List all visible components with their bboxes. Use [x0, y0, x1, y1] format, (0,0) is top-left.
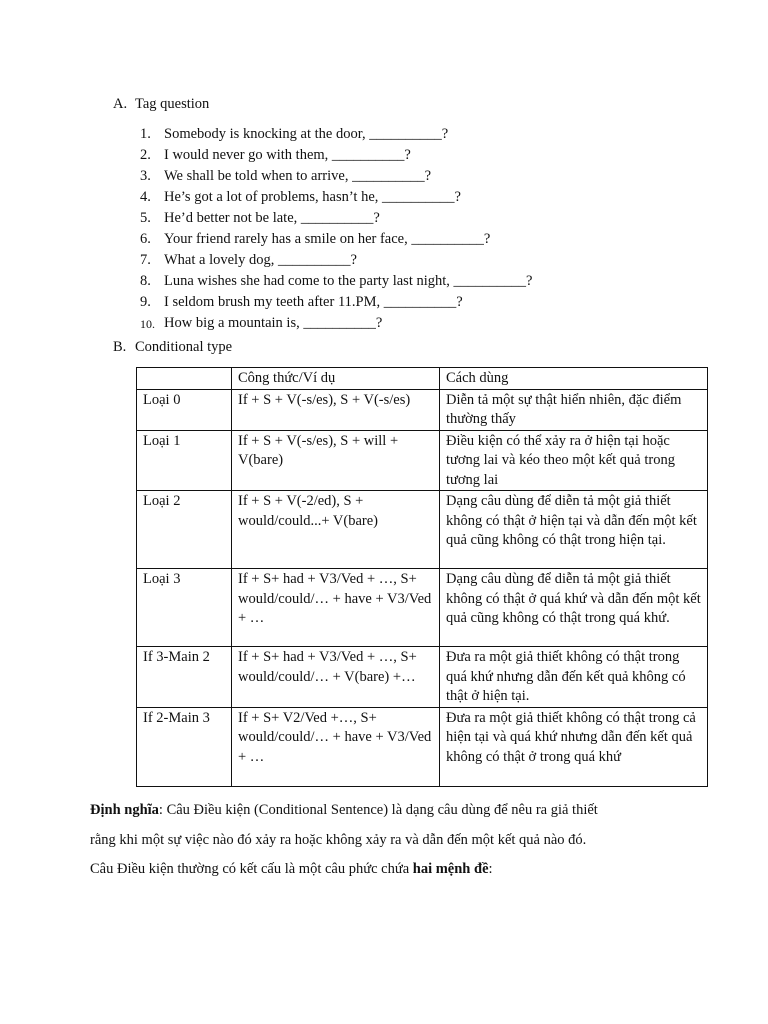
definition-term: Định nghĩa: [90, 802, 159, 818]
list-item: [140, 209, 532, 230]
table-cell: If + S + V(-2/ed), S + would/could...+ V(bare): [232, 491, 440, 569]
list-item: [140, 146, 532, 167]
table-header-cell: [137, 368, 232, 390]
question-number: 7.: [140, 252, 151, 268]
table-cell: Dạng câu dùng để diễn tả một giả thiết không có thật ở quá khứ và dẫn đến một kết quả cũng không có thật trong quá khứ.: [440, 569, 708, 647]
question-number: 3.: [140, 168, 151, 184]
table-cell: Loại 0: [137, 389, 232, 430]
table-row: [137, 389, 708, 430]
table-cell: If + S+ had + V3/Ved + …, S+ would/could/… + V(bare) +…: [232, 647, 440, 708]
table-cell: Dạng câu dùng để diễn tả một giả thiết không có thật ở hiện tại và dẫn đến một kết quả cũng không có thật trong hiện tại.: [440, 491, 708, 569]
question-number: 4.: [140, 189, 151, 205]
question-text: Somebody is knocking at the door, __________?: [164, 126, 449, 142]
table-cell: Đưa ra một giả thiết không có thật trong cả hiện tại và quá khứ nhưng dẫn đến kết quả không có thật ở trong quá khứ: [440, 707, 708, 786]
section-b-title: Conditional type: [135, 339, 233, 355]
section-b-heading: [113, 338, 232, 356]
definition-bold-phrase: hai mệnh đề: [412, 861, 489, 877]
question-number: 6.: [140, 231, 151, 247]
definition-text-1: : Câu Điều kiện (Conditional Sentence) là dạng câu dùng để nêu ra giả thiết: [158, 802, 598, 818]
question-text: We shall be told when to arrive, __________?: [164, 168, 432, 184]
table-header-cell: Công thức/Ví dụ: [232, 368, 440, 390]
question-number: 8.: [140, 273, 151, 289]
question-text: He’s got a lot of problems, hasn’t he, __________?: [164, 189, 461, 205]
table-row: [137, 647, 708, 708]
table-cell: If + S+ had + V3/Ved + …, S+ would/could/… + have + V3/Ved + …: [232, 569, 440, 647]
table-cell: If + S + V(-s/es), S + V(-s/es): [232, 389, 440, 430]
question-text: What a lovely dog, __________?: [164, 252, 357, 268]
list-item: [140, 293, 532, 314]
list-item: [140, 188, 532, 209]
section-a-letter: A.: [113, 96, 128, 112]
table-cell: If + S + V(-s/es), S + will + V(bare): [232, 430, 440, 491]
table-cell: Diễn tả một sự thật hiển nhiên, đặc điểm thường thấy: [440, 389, 708, 430]
question-number: 5.: [140, 210, 151, 226]
table-row: [137, 569, 708, 647]
definition-line-3: [90, 859, 710, 879]
table-cell: If + S+ V2/Ved +…, S+ would/could/… + have + V3/Ved + …: [232, 707, 440, 786]
section-b-letter: B.: [113, 339, 127, 355]
question-number: 10.: [140, 317, 155, 331]
question-text: Luna wishes she had come to the party last night, __________?: [164, 273, 533, 289]
table-header-cell: Cách dùng: [440, 368, 708, 390]
table-cell: Loại 1: [137, 430, 232, 491]
question-number: 1.: [140, 126, 151, 142]
definition-colon: :: [488, 861, 493, 877]
table-cell: If 2-Main 3: [137, 707, 232, 786]
definition-line-1: [90, 800, 710, 820]
list-item: [140, 251, 532, 272]
list-item: [140, 314, 532, 335]
table-row: [137, 491, 708, 569]
definition-line-2: rằng khi một sự việc nào đó xảy ra hoặc không xảy ra và dẫn đến một kết quả nào đó.: [90, 832, 587, 848]
question-text: Your friend rarely has a smile on her face, __________?: [164, 231, 491, 247]
question-number: 2.: [140, 147, 151, 163]
tag-question-list: [140, 125, 532, 335]
table-row: [137, 707, 708, 786]
question-number: 9.: [140, 294, 151, 310]
definition-text-3: Câu Điều kiện thường có kết cấu là một câu phức chứa: [90, 861, 413, 877]
list-item: [140, 230, 532, 251]
table-header-row: [137, 368, 708, 390]
section-a-title: Tag question: [135, 96, 210, 112]
question-text: He’d better not be late, __________?: [164, 210, 380, 226]
list-item: [140, 167, 532, 188]
table-cell: Loại 2: [137, 491, 232, 569]
table-cell: Đưa ra một giả thiết không có thật trong quá khứ nhưng dẫn đến kết quả không có thật ở hiện tại.: [440, 647, 708, 708]
list-item: [140, 125, 532, 146]
table-cell: Điều kiện có thể xảy ra ở hiện tại hoặc tương lai và kéo theo một kết quả trong tương lai: [440, 430, 708, 491]
table-row: [137, 430, 708, 491]
question-text: How big a mountain is, __________?: [164, 315, 383, 331]
section-a-heading: [113, 95, 209, 113]
table-cell: If 3-Main 2: [137, 647, 232, 708]
question-text: I would never go with them, __________?: [164, 147, 411, 163]
conditional-table: [136, 367, 708, 787]
list-item: [140, 272, 532, 293]
table-cell: Loại 3: [137, 569, 232, 647]
question-text: I seldom brush my teeth after 11.PM, __________?: [164, 294, 463, 310]
